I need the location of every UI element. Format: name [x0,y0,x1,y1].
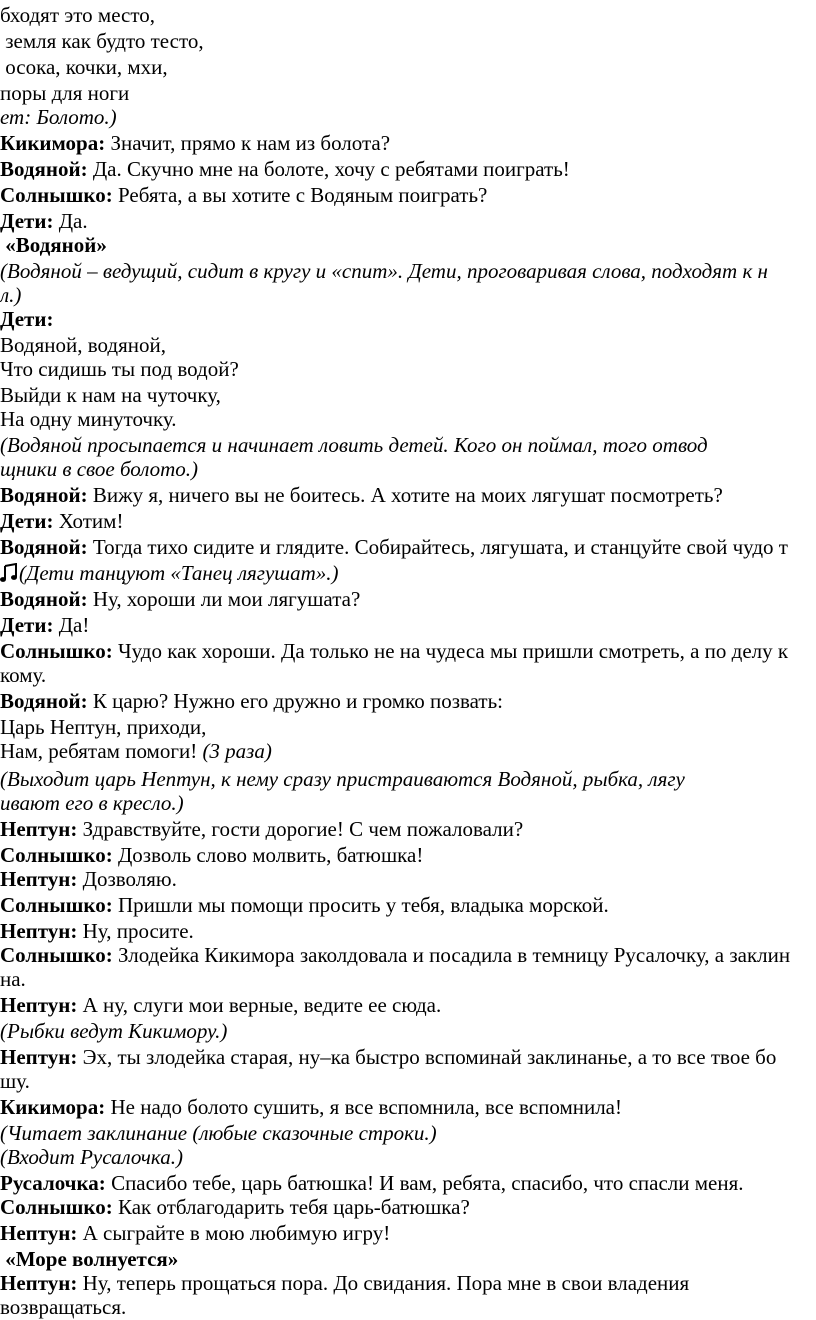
stage-direction: ивают его в кресло.) [0,791,184,815]
speaker: Солнышко: [0,943,113,967]
speech: Ну, теперь прощаться пора. До свидания. Пора мне в свои владения [77,1271,690,1295]
speech: Дозволяю. [77,867,177,891]
poem-line: бходят это место, [0,3,156,27]
speech: Как отблагодарить тебя царь-батюшка? [112,1195,470,1219]
speech: Хотим! [53,509,124,533]
dialogue-line [0,586,816,612]
speaker: Дети: [0,613,54,637]
dialogue-line [0,816,816,842]
speaker: Нептун: [0,817,78,841]
continuation-line: возвращаться. [0,1295,127,1319]
dialogue-line [0,918,816,944]
continuation-line: кому. [0,663,47,687]
speaker: Солнышко: [0,843,113,867]
stage-direction: (Водяной просыпается и начинает ловить детей. Кого он поймал, того отвод [0,433,708,457]
stage-direction: (Водяной – ведущий, сидит в кругу и «спит». Дети, проговаривая слова, подходят к н [0,259,768,283]
stage-direction: ет: Болото.) [0,105,117,129]
dialogue-line [0,688,816,714]
dialogue-line [0,208,816,234]
poem-line: земля как будто тесто, [0,29,204,53]
dialogue-line [0,892,816,918]
poem-line: Царь Нептун, приходи, [0,715,207,739]
speaker: Водяной: [0,535,88,559]
speaker: Солнышко: [0,1195,113,1219]
poem-line [0,738,816,764]
speaker: Водяной: [0,483,88,507]
speaker: Солнышко: [0,639,113,663]
speech: Ну, просите. [77,919,194,943]
poem-line: Выйди к нам на чуточку, [0,383,221,407]
speech: Да! [53,613,90,637]
speaker: Нептун: [0,919,78,943]
speech: Здравствуйте, гости дорогие! С чем пожаловали? [77,817,524,841]
dialogue-line [0,1094,816,1120]
game-title: «Водяной» [0,233,107,257]
stage-direction: (Входит Русалочка.) [0,1145,183,1169]
dialogue-line [0,482,816,508]
dialogue-line [0,508,816,534]
dialogue-line [0,1220,816,1246]
speech: Злодейка Кикимора заколдовала и посадила в темницу Русалочку, а заклин [112,943,791,967]
speaker: Дети: [0,307,54,331]
speaker: Дети: [0,509,54,533]
continuation-line: шу. [0,1069,30,1093]
dialogue-line [0,534,816,560]
poem-line: осока, кочки, мхи, [0,55,168,79]
speech: А ну, слуги мои верные, ведите ее сюда. [77,993,442,1017]
speaker: Нептун: [0,1271,78,1295]
speech: Да. Скучно мне на болоте, хочу с ребятами поиграть! [87,157,570,181]
dialogue-line [0,130,816,156]
stage-direction: щники в свое болото.) [0,457,199,481]
stage-direction: (Рыбки ведут Кикимору.) [0,1019,228,1043]
repeat-note: (3 раза) [202,739,272,763]
speaker: Нептун: [0,1221,78,1245]
speech: Ребята, а вы хотите с Водяным поиграть? [112,183,488,207]
speaker: Кикимора: [0,1095,106,1119]
dialogue-line [0,1170,816,1196]
speech: Дозволь слово молвить, батюшка! [112,843,424,867]
speaker: Русалочка: [0,1171,106,1195]
poem-line: поры для ноги [0,81,130,105]
speaker: Водяной: [0,689,88,713]
speech: Не надо болото сушить, я все вспомнила, все вспомнила! [105,1095,623,1119]
speaker: Дети: [0,209,54,233]
speech: Ну, хороши ли мои лягушата? [87,587,361,611]
speaker: Солнышко: [0,183,113,207]
stage-direction [0,560,816,586]
speaker: Нептун: [0,867,78,891]
speech: А сыграйте в мою любимую игру! [77,1221,391,1245]
stage-direction: л.) [0,283,22,307]
speech: Да. [53,209,88,233]
poem-text: Нам, ребятам помоги! [0,739,203,763]
dialogue-line [0,612,816,638]
dialogue-line [0,992,816,1018]
speaker: Нептун: [0,993,78,1017]
dialogue-line [0,842,816,868]
dialogue-line [0,1270,816,1296]
continuation-line: на. [0,967,26,991]
stage-direction: (Выходит царь Нептун, к нему сразу пристраиваются Водяной, рыбка, лягу [0,767,685,791]
stage-direction: (Читает заклинание (любые сказочные строки.) [0,1121,437,1145]
music-note-icon [0,563,18,583]
dialogue-line [0,1044,816,1070]
speaker: Кикимора: [0,131,106,155]
poem-line: Что сидишь ты под водой? [0,357,239,381]
dialogue-line [0,182,816,208]
speech: Тогда тихо сидите и глядите. Собирайтесь, лягушата, и станцуйте свой чудо т [87,535,788,559]
speech: Пришли мы помощи просить у тебя, владыка морской. [112,893,609,917]
speaker: Солнышко: [0,893,113,917]
poem-line: На одну минуточку. [0,407,177,431]
dialogue-line [0,156,816,182]
speech: Вижу я, ничего вы не боитесь. А хотите на моих лягушат посмотреть? [87,483,723,507]
speech: К царю? Нужно его дружно и громко позвать: [87,689,504,713]
dialogue-line [0,638,816,664]
speaker: Водяной: [0,157,88,181]
poem-line: Водяной, водяной, [0,333,166,357]
game-title: «Море волнуется» [0,1247,179,1271]
speaker: Водяной: [0,587,88,611]
speech: Эх, ты злодейка старая, ну–ка быстро вспоминай заклинанье, а то все твое бо [77,1045,777,1069]
speech: Значит, прямо к нам из болота? [105,131,391,155]
dialogue-line [0,866,816,892]
speech: Чудо как хороши. Да только не на чудеса мы пришли смотреть, а по делу к [112,639,789,663]
speech: Спасибо тебе, царь батюшка! И вам, ребята, спасибо, что спасли меня. [105,1171,744,1195]
dialogue-line [0,942,816,968]
speaker: Нептун: [0,1045,78,1069]
dialogue-line [0,1194,816,1220]
stage-direction-text: (Дети танцуют «Танец лягушат».) [19,561,339,585]
